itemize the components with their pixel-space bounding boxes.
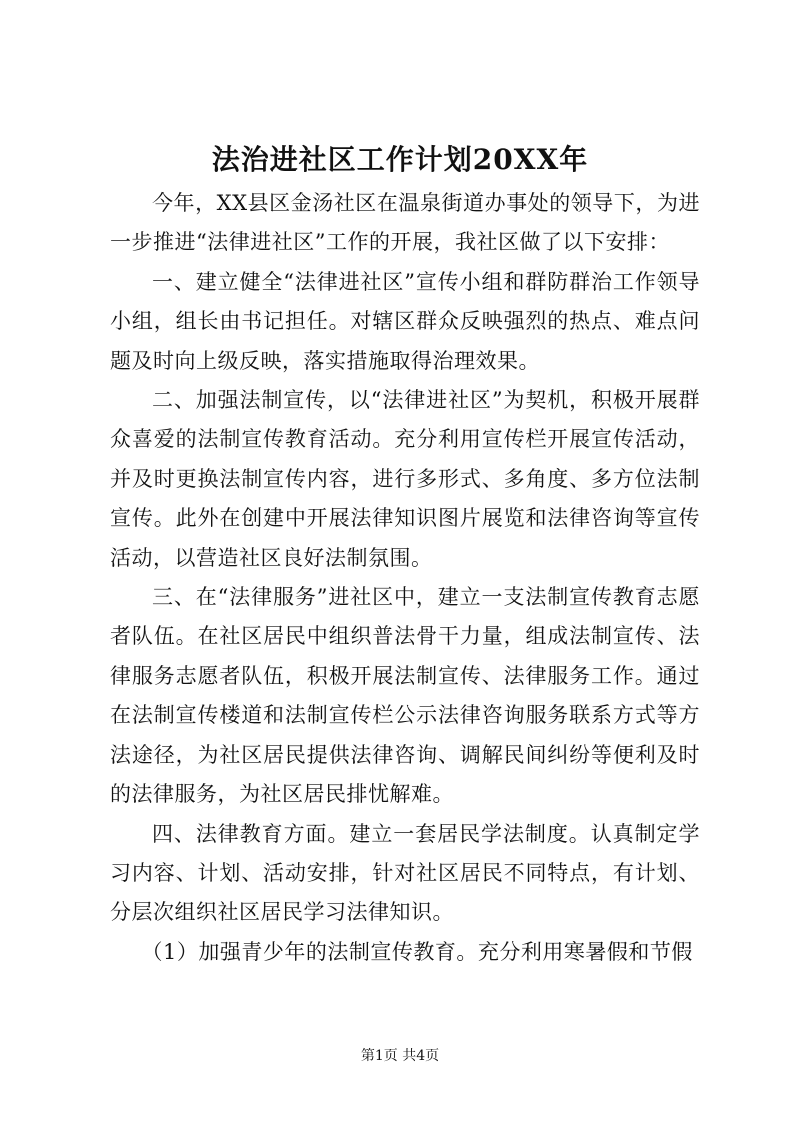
- paragraph-subsection-1: （1）加强青少年的法制宣传教育。充分利用寒暑假和节假: [141, 939, 693, 964]
- paragraph-section-2: 二、加强法制宣传，以“法律进社区”为契机，积极开展群众喜爱的法制宣传教育活动。充分利用宣传栏开展宣传活动，并及时更换法制宣传内容，进行多形式、多角度、多方位法制宣传。此外在创建中开展法律知识图片展览和法律咨询等宣传活动，以营造社区良好法制氛围。: [110, 388, 700, 570]
- paragraph-section-1: 一、建立健全“法律进社区”宣传小组和群防群治工作领导小组，组长由书记担任。对辖区群众反映强烈的热点、难点问题及时向上级反映，落实措施取得治理效果。: [110, 269, 700, 373]
- paragraph-section-4: 四、法律教育方面。建立一套居民学法制度。认真制定学习内容、计划、活动安排，针对社区居民不同特点，有计划、分层次组织社区居民学习法律知识。: [110, 821, 700, 925]
- document-body: [110, 184, 700, 972]
- document-title: 法治进社区工作计划20XX年: [211, 143, 589, 176]
- page-footer: 第1页 共4页: [360, 1048, 440, 1064]
- paragraph-intro: 今年，XX县区金汤社区在温泉街道办事处的领导下，为进一步推进“法律进社区”工作的开展，我社区做了以下安排：: [110, 191, 700, 255]
- paragraph-section-3: 三、在“法律服务”进社区中，建立一支法制宣传教育志愿者队伍。在社区居民中组织普法骨干力量，组成法制宣传、法律服务志愿者队伍，积极开展法制宣传、法律服务工作。通过在法制宣传楼道和法制宣传栏公示法律咨询服务联系方式等方法途径，为社区居民提供法律咨询、调解民间纠纷等便利及时的法律服务，为社区居民排忧解难。: [110, 585, 700, 807]
